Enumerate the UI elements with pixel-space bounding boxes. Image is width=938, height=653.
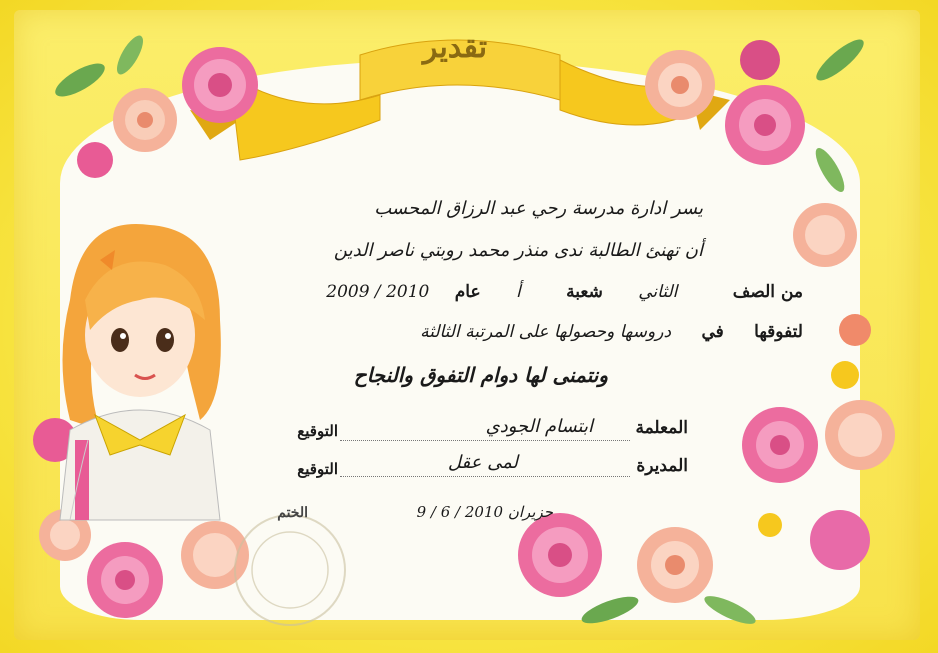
principal-dots [340, 476, 630, 477]
class-line [326, 282, 803, 302]
year-value: 2010 / 2009 [326, 282, 430, 302]
section-value: أ [516, 282, 521, 302]
school-line: يسر ادارة مدرسة رحي عبد الرزاق المحسب [374, 198, 703, 219]
teacher-dots [340, 440, 630, 441]
class-value: الثاني [638, 282, 678, 302]
principal-signature-label: التوقيع [297, 460, 338, 478]
section-label: شعبة [566, 282, 603, 302]
student-line: أن تهنئ الطالبة ندى منذر محمد روبتي ناصر الدين [333, 240, 703, 261]
teacher-name: ابتسام الجودي [485, 416, 593, 437]
principal-label: المديرة [636, 456, 688, 476]
rose-cluster-bottom-right [518, 314, 895, 629]
teacher-signature-label: التوقيع [297, 422, 338, 440]
faint-stamp [235, 515, 345, 625]
achievement-line [420, 322, 803, 342]
achievement-label: لتفوقها [754, 322, 803, 342]
rose-cluster-top-right [645, 34, 869, 267]
stamp-label: الختم [277, 505, 308, 521]
wish-line: ونتمنى لها دوام التفوق والنجاح [353, 363, 608, 387]
in-label: في [701, 322, 724, 342]
issue-date: حزيران 2010 / 6 / 9 [416, 503, 553, 521]
class-label: من الصف [732, 282, 803, 302]
achievement-text: دروسها وحصولها على المرتبة الثالثة [420, 322, 672, 342]
rose-cluster-top-left [51, 32, 258, 178]
certificate-title: تقدير [422, 30, 488, 65]
teacher-label: المعلمة [635, 418, 688, 438]
principal-name: لمى عقل [447, 452, 518, 473]
year-label: عام [454, 282, 481, 302]
girl-illustration [60, 224, 221, 520]
